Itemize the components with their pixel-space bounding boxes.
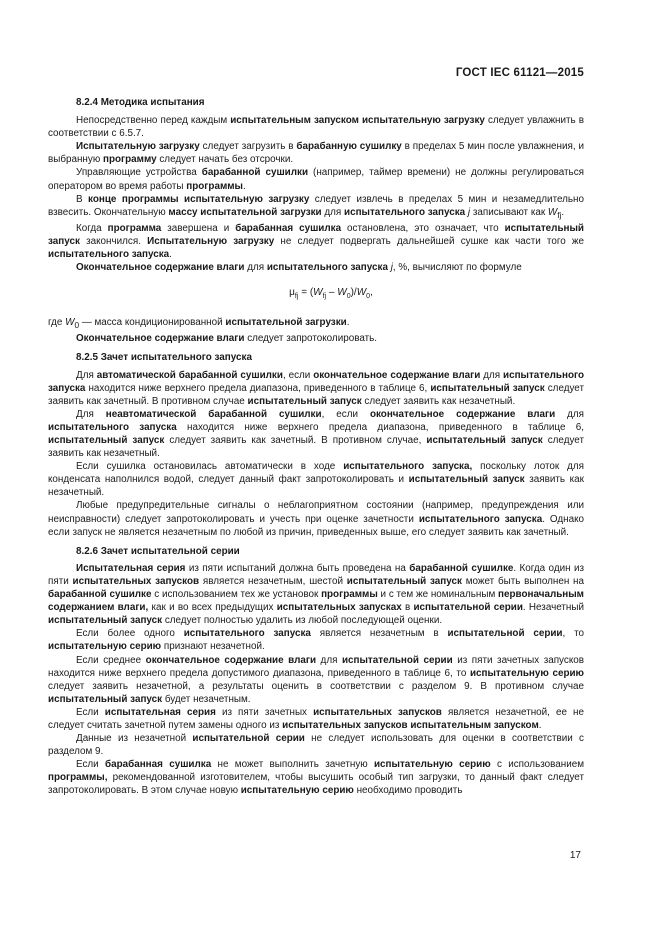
paragraph: Окончательное содержание влаги следует запротоколировать. [76,333,378,345]
section-heading: 8.2.4 Методика испытания [76,97,205,108]
paragraph: Если испытательная серия из пяти зачетных испытательных запусков является незачетной, ее не следует считать зачетной путем замены одного из испытательных запусков испытательным запуском. [48,706,584,731]
paragraph: Испытательную загрузку следует загрузить в барабанную сушилку в пределах 5 мин после увлажнения, и выбранную программу следует начать без отсрочки. [48,141,584,166]
formula: $\mu_{fj} = (W_{fj} - W_0)/W_0$, [289,287,373,301]
section-heading: 8.2.6 Зачет испытательной серии [76,545,240,557]
paragraph: Окончательное содержание влаги для испытательного запуска j, %, вычисляют по формуле [76,262,522,274]
paragraph: Если более одного испытательного запуска является незачетным в испытательной серии, то испытательную серию признают незачетной. [48,628,584,653]
paragraph: Если барабанная сушилка не может выполнить зачетную испытательную серию с использованием программы, рекомендованной изготовителем, чтобы высушить особый тип загрузки, то данный факт следует запротоколировать. В этом случае новую испытательную серию необходимо проводить [48,759,584,797]
paragraph: Непосредственно перед каждым испытательным запуском испытательную загрузку следует увлажнить в соответствии с 6.5.7. [48,115,584,140]
paragraph: Для автоматической барабанной сушилки, если окончательное содержание влаги для испытательного запуска находится ниже верхнего предела диапазона, приведенного в таблице 6, испытательный запуск следует заявить как зачетный. В противном случае испытательный запуск следует заявить как незачетный. [48,369,584,407]
paragraph: где $W_0$ — масса кондиционированной испытательной загрузки. [48,317,350,331]
paragraph: Испытательная серия из пяти испытаний должна быть проведена на барабанной сушилке. Когда один из пяти испытательных запусков является незачетным, шестой испытательный запуск может быть выполнен на барабанной сушилке с использованием тех же установок программы и с тем же номинальным первоначальным содержанием влаги, как и во всех предыдущих испытательных запусках в испытательной серии. Незачетный испытательный запуск следует полностью удалить из любой последующей оценки. [48,562,585,627]
standard-header: ГОСТ IEC 61121—2015 [455,67,584,79]
paragraph: Когда программа завершена и барабанная сушилка остановлена, это означает, что испытательный запуск закончился. Испытательную загрузку не следует подвергать дальнейшей сушке как части того же испытательного запуска. [48,222,584,260]
document-body [48,96,584,798]
paragraph: Если сушилка остановилась автоматически в ходе испытательного запуска, поскольку лоток для конденсата наполнился водой, следует данный факт запротоколировать и испытательный запуск заявить как незачетный. [48,461,584,499]
page-number: 17 [569,850,581,861]
paragraph: Если среднее окончательное содержание влаги для испытательной серии из пяти зачетных запусков находится ниже верхнего предела допустимого диапазона, приведенного в таблице 6, то испытательную серию следует заявить незачетной, а результаты оценить в соответствии с разделом 9. В противном случае испытательный запуск будет незачетным. [48,654,584,705]
paragraph: Управляющие устройства барабанной сушилки (например, таймер времени) не должны регулироваться оператором во время работы программы. [48,167,584,192]
section-heading: 8.2.5 Зачет испытательного запуска [76,352,252,364]
paragraph: Данные из незачетной испытательной серии не следует использовать для оценки в соответствии с разделом 9. [48,733,584,758]
paragraph: Для неавтоматической барабанной сушилки, если окончательное содержание влаги для испытательного запуска находится ниже верхнего предела диапазона, приведенного в таблице 6, испытательный запуск следует заявить как зачетный. В противном случае, испытательный запуск следует заявить как незачетный. [48,408,584,460]
paragraph: Любые предупредительные сигналы о неблагоприятном состоянии (например, предупреждения или неисправности) следует запротоколировать и учесть при оценке зачетности испытательного запуска. Однако если запуск не является незачетным по любой из причин, приведенных выше, его следует заявить как зачетный. [48,500,584,538]
paragraph: В конце программы испытательную загрузку следует извлечь в пределах 5 мин и незамедлительно взвесить. Окончательную массу испытательной загрузки для испытательного запуска j записывают как $W_{fj}$. [48,193,584,220]
